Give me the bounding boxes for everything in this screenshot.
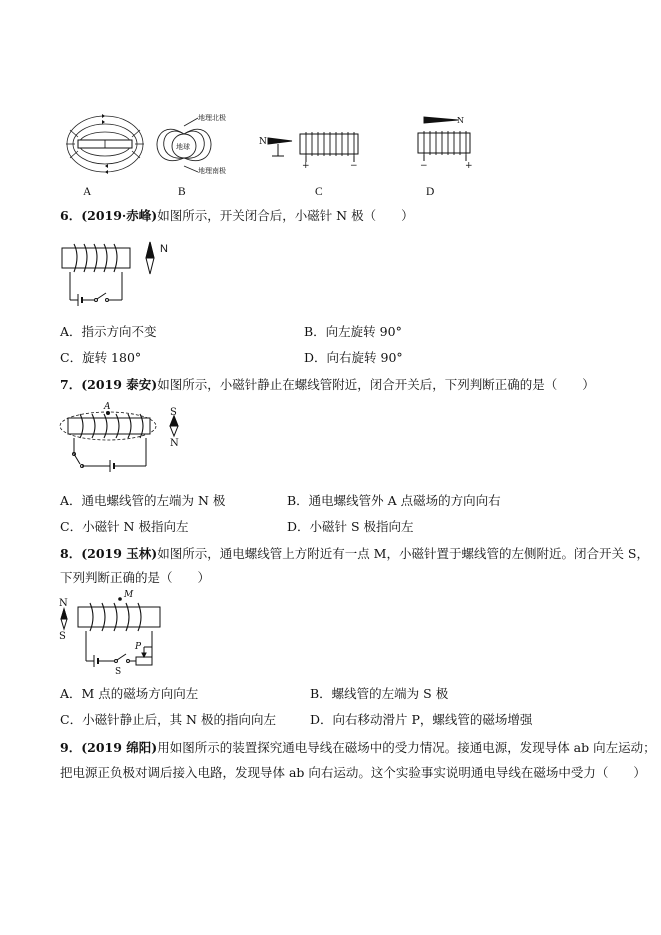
question-8-text-line2: 下列判断正确的是（ ） [60, 570, 211, 585]
question-6-option-d[interactable]: D．向右旋转 90° [304, 350, 403, 365]
question-8-slider-label: P [135, 642, 142, 652]
figure-b-top-label: 地理北极 [198, 114, 226, 122]
question-7-option-d[interactable]: D．小磁针 S 极指向左 [287, 519, 414, 534]
question-7-option-a[interactable]: A．通电螺线管的左端为 N 极 [60, 493, 226, 508]
question-6-number: 6． [60, 208, 82, 223]
question-7-source: (2019 泰安) [81, 377, 158, 392]
question-8-source: (2019 玉林) [81, 546, 158, 561]
question-9-source: (2019 绵阳) [81, 740, 158, 755]
figure-c-minus: − [350, 161, 358, 171]
question-9-number: 9． [60, 740, 82, 755]
question-9-line1 [60, 740, 656, 756]
figure-a-bar-magnet [60, 112, 150, 182]
question-7-needle-bottom: N [170, 438, 179, 449]
figure-d-pole-label: N [457, 116, 464, 125]
question-8-point-label: M [124, 590, 134, 600]
figure-d-minus: − [420, 161, 428, 171]
figure-c-label: C [315, 186, 323, 198]
figure-a-label: A [83, 186, 92, 198]
question-8-switch-label: S [115, 667, 122, 677]
question-7-needle-top: S [170, 407, 177, 418]
question-8-option-b[interactable]: B．螺线管的左端为 S 极 [310, 686, 449, 701]
figure-d-solenoid [410, 115, 480, 165]
question-7-option-c[interactable]: C．小磁针 N 极指向左 [60, 519, 189, 534]
question-8-number: 8． [60, 546, 82, 561]
question-8-option-d[interactable]: D．向右移动滑片 P，螺线管的磁场增强 [310, 712, 533, 727]
question-7-point-label: A [104, 402, 111, 412]
question-6-text: 如图所示，开关闭合后，小磁针 N 极（ ） [157, 208, 414, 223]
question-6-source: (2019·赤峰) [81, 208, 158, 223]
figure-c-pole-label: N [259, 137, 267, 147]
figure-d-plus: + [465, 161, 473, 171]
question-8-option-a[interactable]: A．M 点的磁场方向向左 [60, 686, 199, 701]
figure-c-plus: + [302, 161, 310, 171]
question-8-line1 [60, 546, 649, 562]
figure-b-center-label: 地球 [176, 143, 190, 151]
question-8-figure [56, 595, 166, 680]
figure-b-label: B [178, 186, 186, 198]
question-9-text-line2: 把电源正负极对调后接入电路，发现导体 ab 向右运动。这个实验事实说明通电导线在磁场中受力（ ） [60, 765, 646, 780]
question-7-text: 如图所示，小磁针静止在螺线管附近，闭合开关后，下列判断正确的是（ ） [157, 377, 595, 392]
question-7-number: 7． [60, 377, 82, 392]
figure-d-label: D [426, 186, 435, 198]
question-6-pole-label: N [160, 243, 168, 255]
question-9-text-line1: 用如图所示的装置探究通电导线在磁场中的受力情况。接通电源，发现导体 ab 向左运动； [157, 740, 656, 755]
question-7-option-b[interactable]: B．通电螺线管外 A 点磁场的方向向右 [287, 493, 501, 508]
question-7 [60, 377, 595, 393]
question-6-option-c[interactable]: C．旋转 180° [60, 350, 142, 365]
question-7-figure [58, 400, 188, 475]
question-6 [60, 208, 414, 224]
question-6-option-b[interactable]: B．向左旋转 90° [304, 324, 402, 339]
question-8-option-c[interactable]: C．小磁针静止后，其 N 极的指向向左 [60, 712, 276, 727]
question-8-needle-bottom: S [59, 631, 66, 642]
question-8-text-line1: 如图所示，通电螺线管上方附近有一点 M，小磁针置于螺线管的左侧附近。闭合开关 S， [157, 546, 649, 561]
question-6-option-a[interactable]: A．指示方向不变 [60, 324, 157, 339]
figure-b-bottom-label: 地理南极 [198, 167, 226, 175]
question-6-figure [60, 238, 170, 313]
question-8-needle-top: N [59, 598, 68, 609]
